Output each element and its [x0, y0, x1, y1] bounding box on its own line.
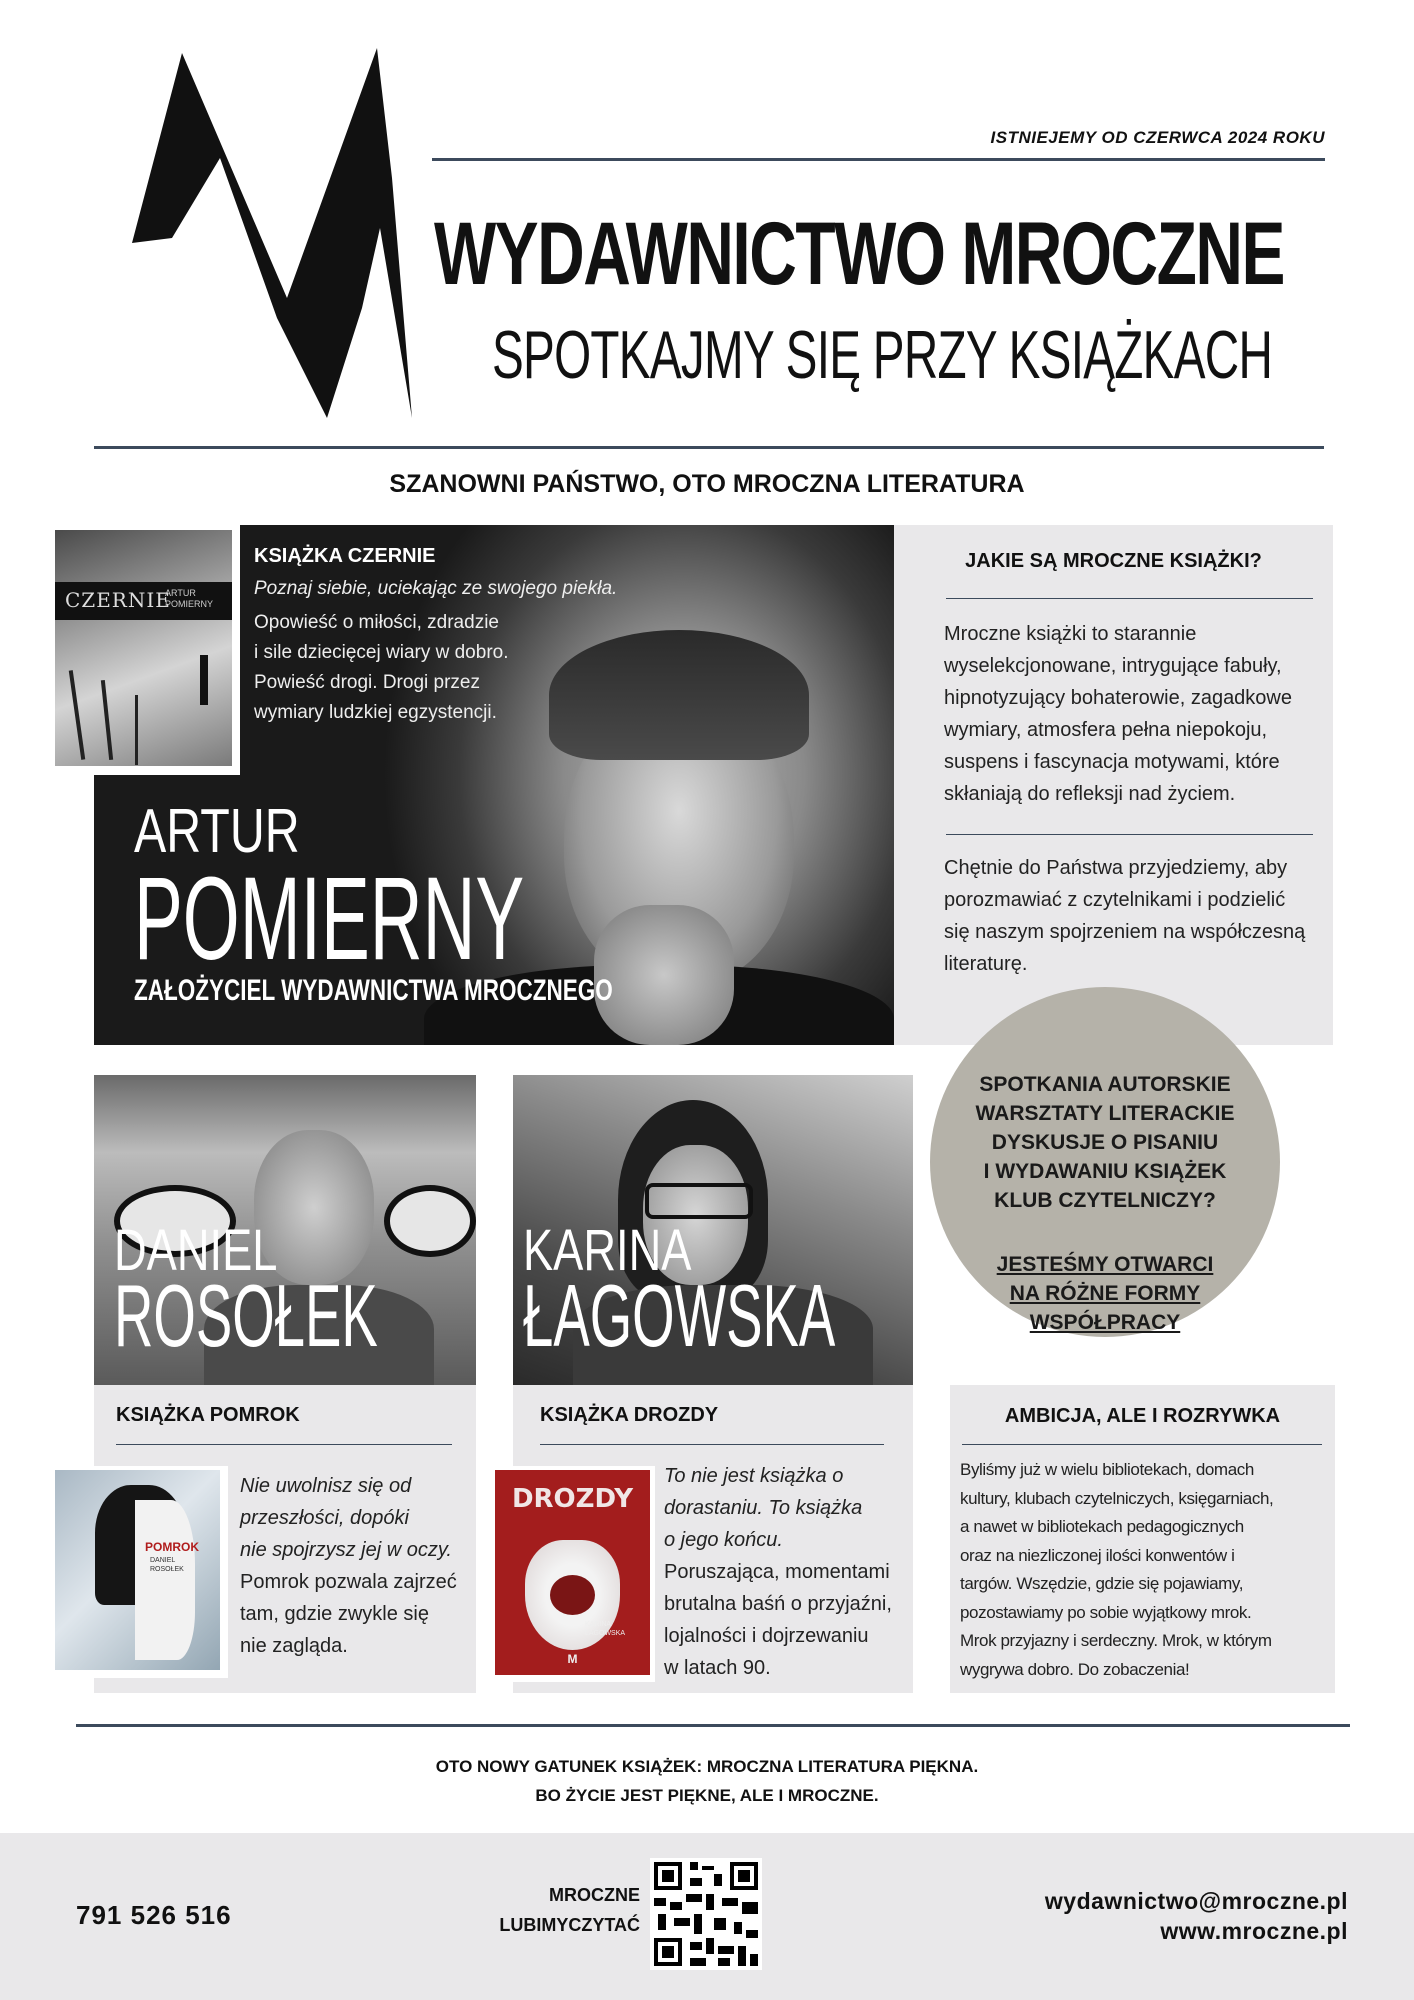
- contact-email[interactable]: wydawnictwo@mroczne.pl: [1044, 1888, 1348, 1914]
- drozdy-description: To nie jest książka o dorastaniu. To książka o jego końcu. Poruszająca, momentami brutalna baśń o przyjaźni, lojalności i dojrzewaniu w latach 90.: [664, 1465, 892, 1679]
- qr-label: MROCZNE LUBIMYCZYTAĆ: [499, 1885, 640, 1935]
- since-tagline: ISTNIEJEMY OD CZERWCA 2024 ROKU: [990, 128, 1325, 147]
- drozdy-book-label: KSIĄŻKA DROZDY: [540, 1404, 719, 1426]
- pomrok-rule: [116, 1444, 452, 1445]
- sidebar-para-2: Chętnie do Państwa przyjedziemy, aby porozmawiać z czytelnikami i podzielić się naszym spojrzeniem na współczesną literaturę.: [944, 857, 1306, 975]
- czernie-cover-author: ARTUR POMIERNY: [165, 588, 214, 609]
- sidebar-para-1: Mroczne książki to starannie wyselekcjonowane, intrygujące fabuły, hipnotyzujący bohaterowie, zagadkowe wymiary, atmosfera pełna niepokoju, suspens i fascynacja motywami, które skłaniają do refleksji nad życiem.: [944, 623, 1292, 805]
- karina-first-name: KARINA: [523, 1218, 692, 1283]
- ambition-text: Byliśmy już w wielu bibliotekach, domach kultury, klubach czytelniczych, księgarniach, a nawet w bibliotekach pedagogicznych oraz na niezliczonej ilości konwentów i targów. Wszędzie, gdzie się pojawiamy, pozostawiamy po sobie wyjątkowy mrok. Mrok przyjazny i serdeczny. Mrok, w którym wygrywa dobro. Do zobaczenia!: [960, 1460, 1274, 1679]
- ambition-rule: [962, 1444, 1322, 1445]
- phone-number[interactable]: 791 526 516: [76, 1900, 232, 1930]
- drozdy-cover-image: [495, 1470, 650, 1675]
- qr-code-icon[interactable]: [650, 1858, 762, 1970]
- artur-last-name: POMIERNY: [134, 853, 525, 985]
- portrait-hair: [549, 630, 809, 760]
- pomrok-cover-title: POMROK: [145, 1540, 199, 1554]
- pomrok-face-light: [135, 1500, 195, 1660]
- sidebar-heading: JAKIE SĄ MROCZNE KSIĄŻKI?: [965, 550, 1262, 572]
- czernie-book-label: KSIĄŻKA CZERNIE: [254, 545, 436, 567]
- cooperation-link[interactable]: JESTEŚMY OTWARCI NA RÓŻNE FORMY WSPÓŁPRACY: [996, 1253, 1214, 1334]
- czernie-fence: [69, 670, 85, 760]
- czernie-cover-title: CZERNIE: [65, 588, 171, 612]
- drozdy-cover-mark: M: [567, 1652, 578, 1666]
- drozdy-heart: [550, 1575, 595, 1615]
- portrait-glasses: [645, 1183, 753, 1219]
- contact-website[interactable]: www.mroczne.pl: [1160, 1918, 1348, 1944]
- drozdy-cover-title: DROZDY: [511, 1484, 634, 1514]
- sidebar-rule-2: [946, 834, 1313, 835]
- daniel-last-name: ROSOŁEK: [114, 1266, 378, 1365]
- closing-text: OTO NOWY GATUNEK KSIĄŻEK: MROCZNA LITERATURA PIĘKNA. BO ŻYCIE JEST PIĘKNE, ALE I MROCZNE.: [435, 1757, 979, 1805]
- czernie-fence: [101, 680, 113, 760]
- drozdy-cover-author: KARINA ŁAGOWSKA: [585, 1621, 626, 1637]
- pomrok-description: Nie uwolnisz się od przeszłości, dopóki nie spojrzysz jej w oczy. Pomrok pozwala zajrzeć tam, gdzie zwykle się nie zagląda.: [240, 1475, 457, 1657]
- drozdy-rule: [540, 1444, 884, 1445]
- artur-role: ZAŁOŻYCIEL WYDAWNICTWA MROCZNEGO: [134, 974, 613, 1007]
- czernie-tagline: Poznaj siebie, uciekając ze swojego piekła.: [254, 578, 618, 599]
- artur-first-name: ARTUR: [134, 797, 300, 866]
- ambition-heading: AMBICJA, ALE I ROZRYWKA: [1004, 1405, 1281, 1427]
- intro-heading: SZANOWNI PAŃSTWO, OTO MROCZNA LITERATURA: [389, 470, 1025, 498]
- logo-m-icon: [132, 48, 422, 418]
- closing-rule: [76, 1724, 1350, 1727]
- offer-list: SPOTKANIA AUTORSKIE WARSZTATY LITERACKIE DYSKUSJE O PISANIU I WYDAWANIU KSIĄŻEK KLUB CZYTELNICZY?: [975, 1073, 1235, 1212]
- daniel-first-name: DANIEL: [114, 1218, 278, 1283]
- karina-last-name: ŁAGOWSKA: [523, 1266, 836, 1365]
- portrait-hand: [594, 905, 734, 1045]
- pomrok-cover-image: [55, 1470, 220, 1670]
- czernie-description: Opowieść o miłości, zdradzie i sile dziecięcej wiary w dobro. Powieść drogi. Drogi przez wymiary ludzkiej egzystencji.: [254, 612, 509, 723]
- czernie-figure: [200, 655, 208, 705]
- pomrok-book-label: KSIĄŻKA POMROK: [116, 1404, 300, 1426]
- header-top-rule: [432, 158, 1325, 161]
- sidebar-rule-1: [946, 598, 1313, 599]
- publisher-subtitle: SPOTKAJMY SIĘ PRZY KSIĄŻKACH: [492, 317, 1273, 393]
- pomrok-cover-author: DANIEL ROSOŁEK: [150, 1557, 184, 1573]
- graffiti-eye: [384, 1185, 476, 1257]
- czernie-cover-image: [55, 530, 232, 766]
- header-bottom-rule: [94, 446, 1324, 449]
- czernie-fence: [135, 695, 138, 765]
- publisher-title: WYDAWNICTWO MROCZNE: [434, 203, 1284, 303]
